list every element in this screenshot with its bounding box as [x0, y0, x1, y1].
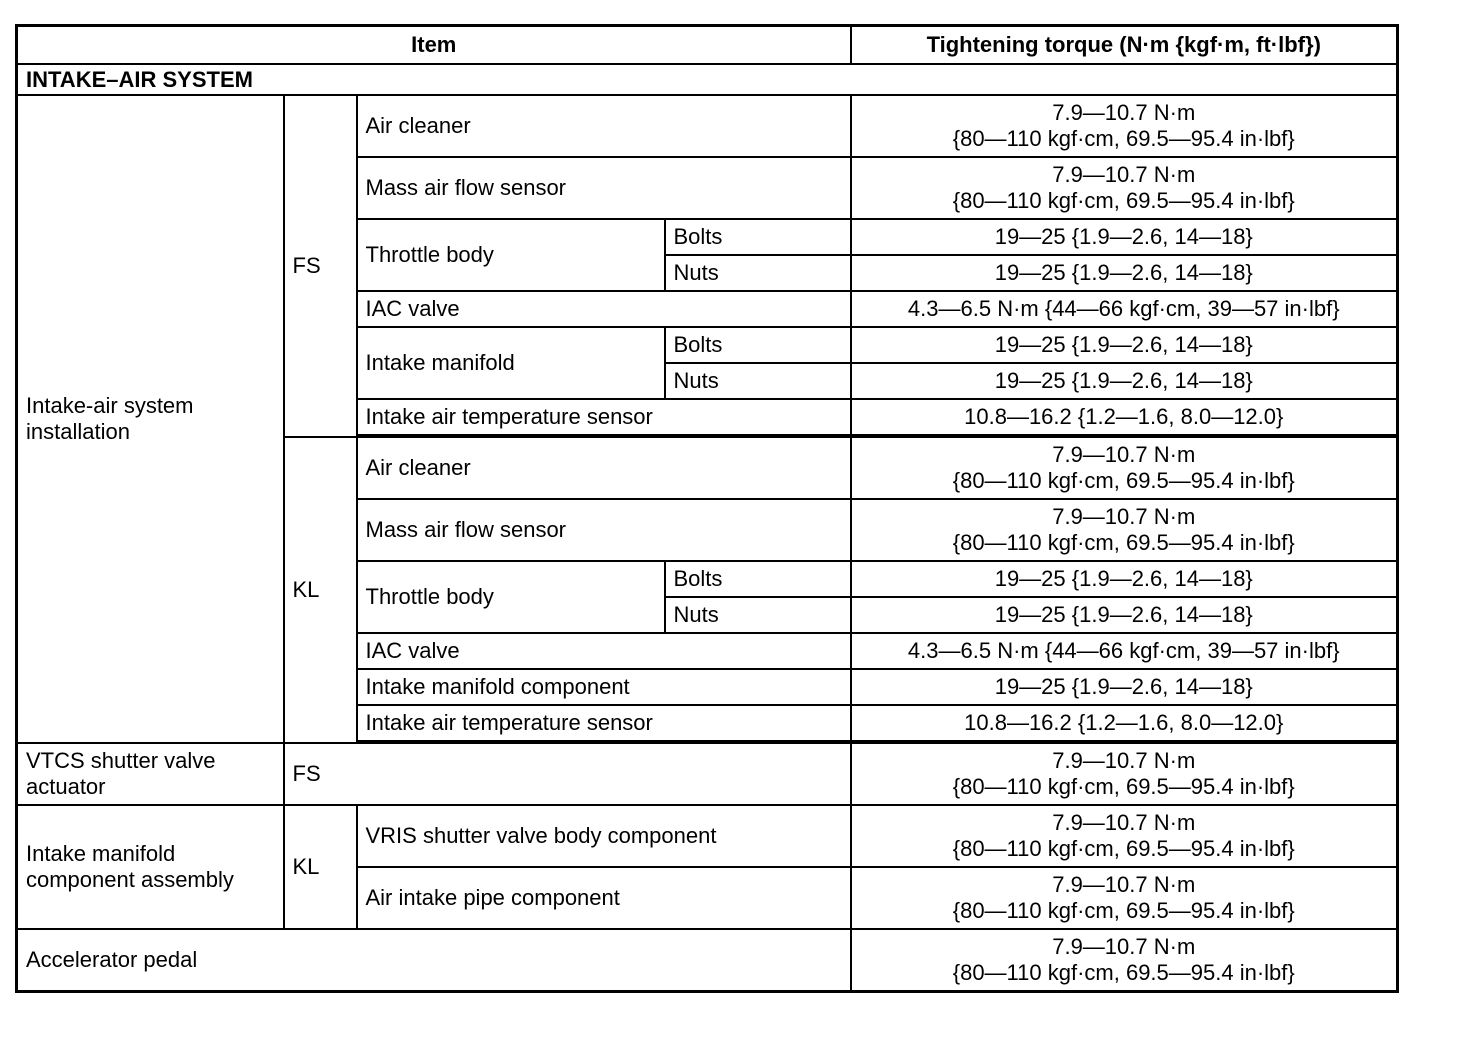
group-intake-install: Intake-air system installation	[17, 95, 284, 743]
variant-kl: KL	[284, 805, 357, 929]
torque-line-1: 7.9—10.7 N·m	[1052, 504, 1196, 529]
sub-bolts: Bolts	[665, 219, 851, 255]
torque-value: 19—25 {1.9—2.6, 14—18}	[851, 597, 1398, 633]
group-manifold-assembly: Intake manifold component assembly	[17, 805, 284, 929]
torque-line-1: 7.9—10.7 N·m	[1052, 810, 1196, 835]
item-intake-manifold: Intake manifold	[357, 327, 665, 399]
torque-value	[851, 157, 1398, 219]
torque-line-1: 7.9—10.7 N·m	[1052, 748, 1196, 773]
table-row	[17, 743, 1398, 805]
item-air-intake-pipe: Air intake pipe component	[357, 867, 851, 929]
section-title: INTAKE–AIR SYSTEM	[17, 64, 1398, 95]
torque-value: 19—25 {1.9—2.6, 14—18}	[851, 363, 1398, 399]
torque-line-1: 7.9—10.7 N·m	[1052, 442, 1196, 467]
torque-line-2: {80—110 kgf·cm, 69.5—95.4 in·lbf}	[952, 530, 1295, 555]
torque-value: 19—25 {1.9—2.6, 14—18}	[851, 219, 1398, 255]
torque-line-2: {80—110 kgf·cm, 69.5—95.4 in·lbf}	[952, 468, 1295, 493]
torque-line-2: {80—110 kgf·cm, 69.5—95.4 in·lbf}	[952, 126, 1295, 151]
item-iac-valve: IAC valve	[357, 633, 851, 669]
torque-value	[851, 95, 1398, 157]
item-air-cleaner: Air cleaner	[357, 437, 851, 499]
torque-value	[851, 743, 1398, 805]
variant-fs: FS	[284, 95, 357, 437]
torque-value: 19—25 {1.9—2.6, 14—18}	[851, 255, 1398, 291]
torque-value	[851, 867, 1398, 929]
torque-value: 10.8—16.2 {1.2—1.6, 8.0—12.0}	[851, 399, 1398, 435]
table-row	[17, 95, 1398, 157]
torque-value: 19—25 {1.9—2.6, 14—18}	[851, 561, 1398, 597]
sub-nuts: Nuts	[665, 597, 851, 633]
torque-value	[851, 929, 1398, 991]
sub-bolts: Bolts	[665, 327, 851, 363]
item-maf-sensor: Mass air flow sensor	[357, 499, 851, 561]
table-row	[17, 929, 1398, 991]
sub-nuts: Nuts	[665, 363, 851, 399]
item-iat-sensor: Intake air temperature sensor	[357, 705, 851, 741]
item-throttle-body: Throttle body	[357, 561, 665, 633]
torque-line-1: 7.9—10.7 N·m	[1052, 933, 1196, 959]
variant-kl: KL	[284, 437, 357, 743]
torque-value: 10.8—16.2 {1.2—1.6, 8.0—12.0}	[851, 705, 1398, 741]
torque-value: 4.3—6.5 N·m {44—66 kgf·cm, 39—57 in·lbf}	[851, 633, 1398, 669]
table-row	[17, 805, 1398, 867]
item-throttle-body: Throttle body	[357, 219, 665, 291]
variant-fs: FS	[284, 743, 851, 805]
torque-line-1: 7.9—10.7 N·m	[1052, 872, 1196, 897]
header-torque: Tightening torque (N·m {kgf·m, ft·lbf})	[851, 26, 1398, 65]
item-maf-sensor: Mass air flow sensor	[357, 157, 851, 219]
item-iat-sensor: Intake air temperature sensor	[357, 399, 851, 435]
torque-line-2: {80—110 kgf·cm, 69.5—95.4 in·lbf}	[952, 898, 1295, 923]
item-iac-valve: IAC valve	[357, 291, 851, 327]
group-accelerator: Accelerator pedal	[17, 929, 851, 991]
torque-value: 4.3—6.5 N·m {44—66 kgf·cm, 39—57 in·lbf}	[851, 291, 1398, 327]
torque-value	[851, 499, 1398, 561]
torque-line-2: {80—110 kgf·cm, 69.5—95.4 in·lbf}	[952, 774, 1295, 799]
section-row	[17, 64, 1398, 95]
torque-line-2: {80—110 kgf·cm, 69.5—95.4 in·lbf}	[952, 836, 1295, 861]
item-air-cleaner: Air cleaner	[357, 95, 851, 157]
torque-value: 19—25 {1.9—2.6, 14—18}	[851, 669, 1398, 705]
torque-value: 19—25 {1.9—2.6, 14—18}	[851, 327, 1398, 363]
torque-table	[15, 24, 1399, 993]
torque-value	[851, 805, 1398, 867]
group-vtcs: VTCS shutter valve actuator	[17, 743, 284, 805]
torque-line-2: {80—110 kgf·cm, 69.5—95.4 in·lbf}	[952, 959, 1295, 985]
torque-line-1: 7.9—10.7 N·m	[1052, 100, 1196, 125]
header-item: Item	[17, 26, 851, 65]
torque-value	[851, 437, 1398, 499]
torque-line-2: {80—110 kgf·cm, 69.5—95.4 in·lbf}	[952, 188, 1295, 213]
header-row	[17, 26, 1398, 65]
torque-line-1: 7.9—10.7 N·m	[1052, 162, 1196, 187]
item-vris: VRIS shutter valve body component	[357, 805, 851, 867]
item-manifold-component: Intake manifold component	[357, 669, 851, 705]
sub-bolts: Bolts	[665, 561, 851, 597]
sub-nuts: Nuts	[665, 255, 851, 291]
